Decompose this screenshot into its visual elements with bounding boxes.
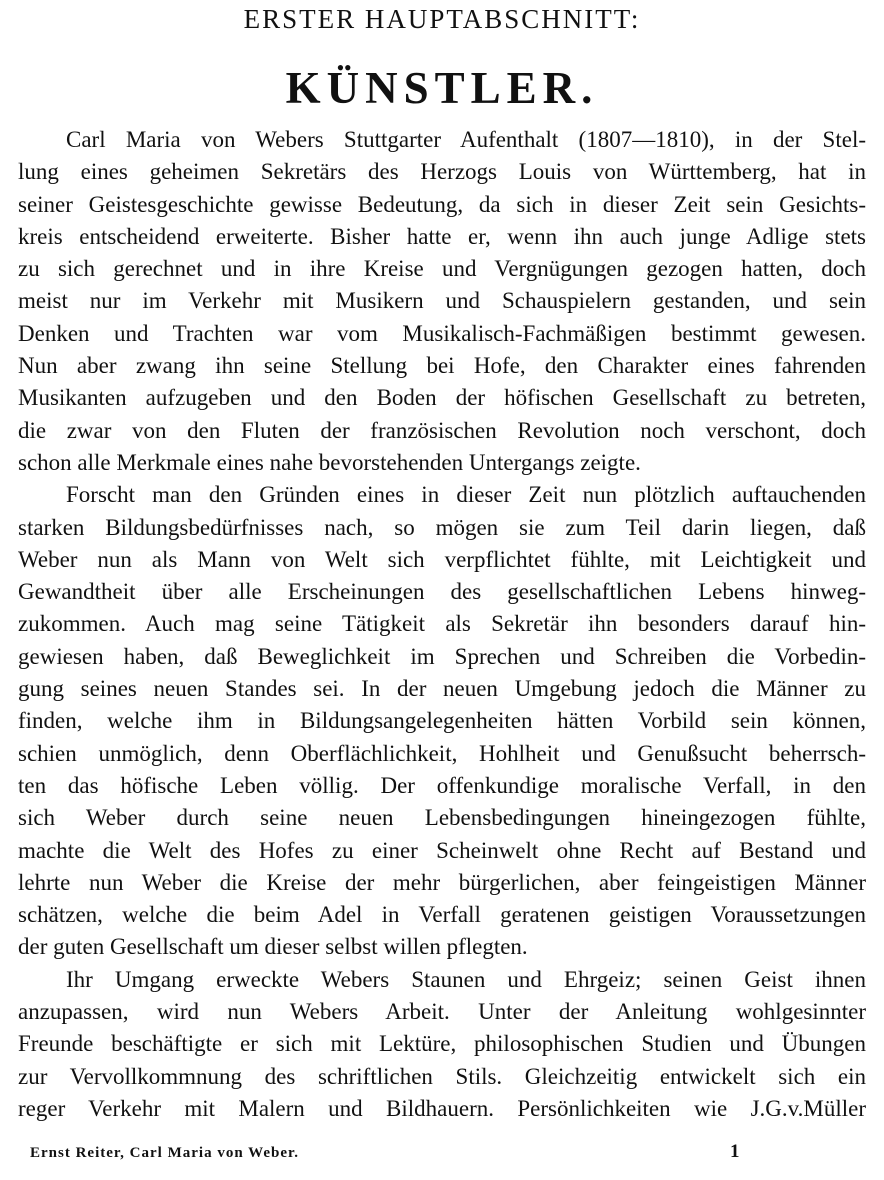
text-line: Weber nun als Mann von Welt sich verpflichtet fühlte, mit Leichtigkeit und [18, 546, 866, 572]
chapter-title: KÜNSTLER. [285, 63, 599, 113]
text-line: lehrte nun Weber die Kreise der mehr bürgerlichen, aber feingeistigen Männer [18, 869, 866, 895]
body-text [18, 124, 866, 1125]
section-heading: ERSTER HAUPTABSCHNITT: [243, 4, 641, 34]
page-number: 1 [730, 1141, 740, 1162]
text-line: schon alle Merkmale eines nahe bevorstehenden Untergangs zeigte. [18, 449, 641, 475]
text-line: Freunde beschäftigte er sich mit Lektüre, philosophischen Studien und Übungen [18, 1031, 866, 1057]
text-line: lung eines geheimen Sekretärs des Herzogs Louis von Württemberg, hat in [18, 159, 866, 185]
text-line: gewiesen haben, daß Beweglichkeit im Sprechen und Schreiben die Vorbedin- [18, 643, 866, 669]
text-line: finden, welche ihm in Bildungsangelegenheiten hätten Vorbild sein können, [18, 708, 866, 734]
text-line: schätzen, welche die beim Adel in Verfall geratenen geistigen Voraussetzungen [18, 902, 866, 928]
footer-author-title: Ernst Reiter, Carl Maria von Weber. [30, 1145, 300, 1161]
text-line: die zwar von den Fluten der französischen Revolution noch verschont, doch [18, 417, 866, 443]
text-line: meist nur im Verkehr mit Musikern und Schauspielern gestanden, und sein [18, 288, 866, 314]
text-line: ten das höfische Leben völlig. Der offenkundige moralische Verfall, in den [18, 772, 866, 798]
text-line: Nun aber zwang ihn seine Stellung bei Hofe, den Charakter eines fahrenden [18, 353, 866, 379]
text-line: Carl Maria von Webers Stuttgarter Aufenthalt (1807—1810), in der Stel- [66, 127, 866, 152]
text-line: zur Vervollkommnung des schriftlichen Stils. Gleichzeitig entwickelt sich ein [18, 1063, 866, 1089]
text-line: seiner Geistesgeschichte gewisse Bedeutung, da sich in dieser Zeit sein Gesichts- [18, 191, 866, 217]
text-line: sich Weber durch seine neuen Lebensbedingungen hineingezogen fühlte, [18, 805, 866, 831]
text-line: starken Bildungsbedürfnisses nach, so mögen sie zum Teil darin liegen, daß [18, 514, 866, 540]
text-line: Musikanten aufzugeben und den Boden der höfischen Gesellschaft zu betreten, [18, 385, 866, 411]
text-line: kreis entscheidend erweiterte. Bisher hatte er, wenn ihn auch junge Adlige stets [18, 223, 866, 249]
text-line: machte die Welt des Hofes zu einer Scheinwelt ohne Recht auf Bestand und [18, 837, 866, 863]
text-line: der guten Gesellschaft um dieser selbst willen pflegten. [18, 934, 528, 960]
text-line: reger Verkehr mit Malern und Bildhauern. Persönlichkeiten wie J.G.v.Müller [18, 1095, 866, 1121]
text-line: anzupassen, wird nun Webers Arbeit. Unter der Anleitung wohlgesinnter [18, 999, 866, 1025]
text-line: schien unmöglich, denn Oberflächlichkeit, Hohlheit und Genußsucht beherrsch- [18, 740, 866, 766]
text-line: Denken und Trachten war vom Musikalisch-Fachmäßigen bestimmt gewesen. [18, 320, 866, 346]
text-line: zukommen. Auch mag seine Tätigkeit als Sekretär ihn besonders darauf hin- [18, 611, 866, 637]
text-line: gung seines neuen Standes sei. In der neuen Umgebung jedoch die Männer zu [18, 676, 866, 702]
text-line: Ihr Umgang erweckte Webers Staunen und Ehrgeiz; seinen Geist ihnen [66, 966, 866, 992]
text-line: zu sich gerechnet und in ihre Kreise und Vergnügungen gezogen hatten, doch [18, 256, 866, 282]
text-line: Gewandtheit über alle Erscheinungen des gesellschaftlichen Lebens hinweg- [18, 579, 866, 605]
text-line: Forscht man den Gründen eines in dieser Zeit nun plötzlich auftauchenden [66, 482, 866, 508]
